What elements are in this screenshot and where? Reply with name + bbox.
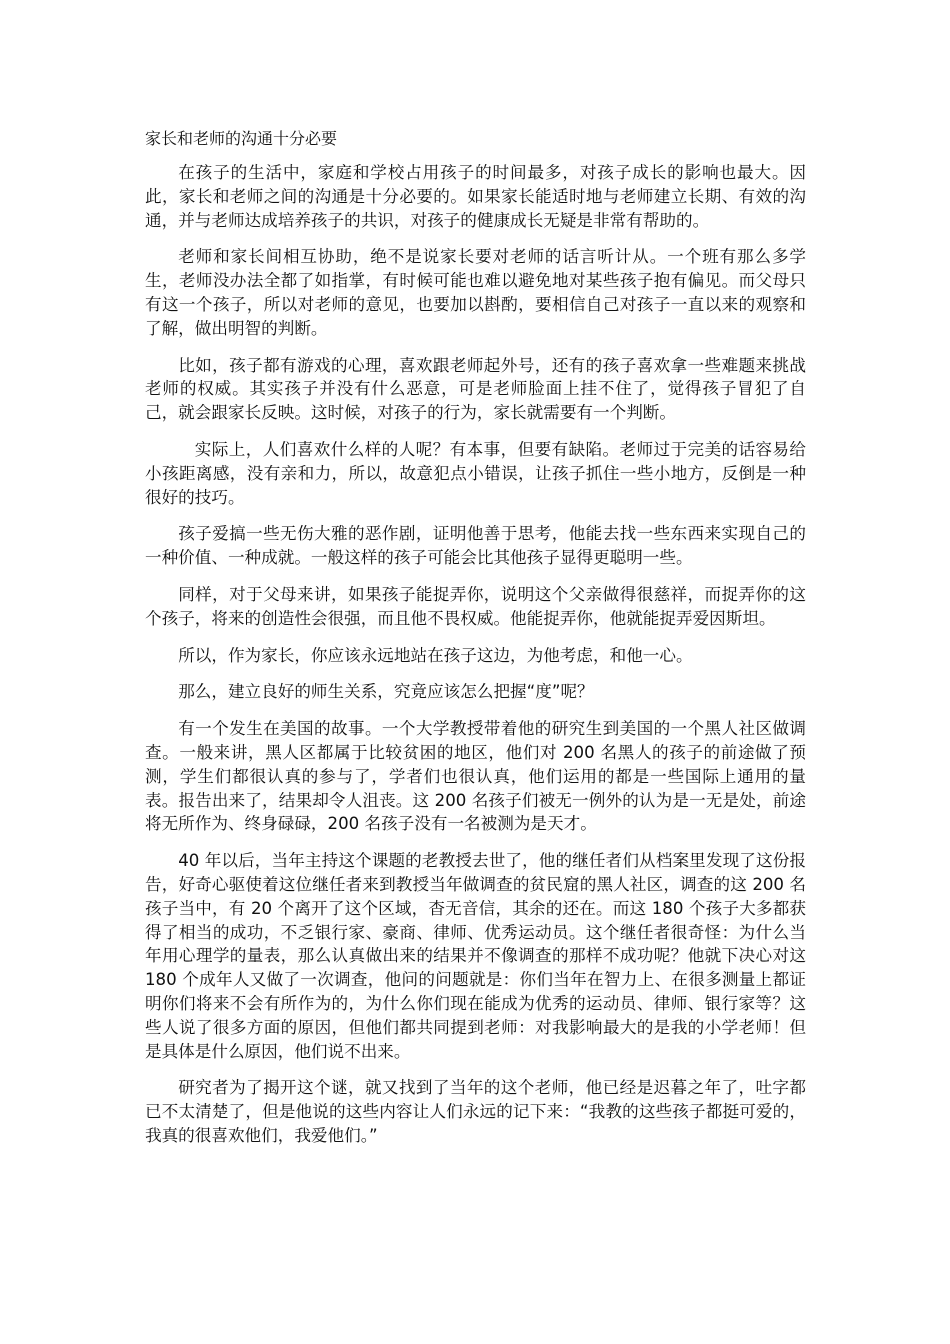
paragraph-4: 实际上，人们喜欢什么样的人呢？有本事，但要有缺陷。老师过于完美的话容易给小孩距离感，没有亲和力，所以，故意犯点小错误，让孩子抓住一些小地方，反倒是一种很好的技巧。 [145,439,806,507]
paragraph-8: 那么，建立良好的师生关系，究竟应该怎么把握“度”呢？ [178,682,594,702]
paragraph-7: 所以，作为家长，你应该永远地站在孩子这边，为他考虑，和他一心。 [178,645,693,665]
paragraph-6: 同样，对于父母来讲，如果孩子能捉弄你，说明这个父亲做得很慈祥，而捉弄你的这个孩子，将来的创造性会很强，而且他不畏权威。他能捉弄你，他就能捉弄爱因斯坦。 [145,584,806,628]
paragraph-9: 有一个发生在美国的故事。一个大学教授带着他的研究生到美国的一个黑人社区做调查。一般来讲，黑人区都属于比较贫困的地区，他们对 200 名黑人的孩子的前途做了预测，学生们都很认真的参与了，学者们也很认真，他们运用的都是一些国际上通用的量表。报告出来了，结果却令人沮丧。这 200 名孩子们被无一例外的认为是一无是处，前途将无所作为、终身碌碌，200 名孩子没有一名被测为是天才。 [145,719,806,834]
document-title: 家长和老师的沟通十分必要 [145,129,338,148]
document-page [145,126,806,1161]
paragraph-3: 比如，孩子都有游戏的心理，喜欢跟老师起外号，还有的孩子喜欢拿一些难题来挑战老师的权威。其实孩子并没有什么恶意，可是老师脸面上挂不住了，觉得孩子冒犯了自己，就会跟家长反映。这时候，对孩子的行为，家长就需要有一个判断。 [145,355,806,423]
paragraph-10: 40 年以后，当年主持这个课题的老教授去世了，他的继任者们从档案里发现了这份报告，好奇心驱使着这位继任者来到教授当年做调查的贫民窟的黑人社区，调查的这 200 名孩子当中，有 20 个离开了这个区域，杳无音信，其余的还在。而这 180 个孩子大多都获得了相当的成功，不乏银行家、豪商、律师、优秀运动员。这个继任者很奇怪：为什么当年用心理学的量表，那么认真做出来的结果并不像调查的那样不成功呢？他就下决心对这 180 个成年人又做了一次调查，他问的问题就是：你们当年在智力上、在很多测量上都证明你们将来不会有所作为的，为什么你们现在能成为优秀的运动员、律师、银行家等？这些人说了很多方面的原因，但他们都共同提到老师：对我影响最大的是我的小学老师！但是具体是什么原因，他们说不出来。 [145,851,806,1061]
paragraph-11: 研究者为了揭开这个谜，就又找到了当年的这个老师，他已经是迟暮之年了，吐字都已不太清楚了，但是他说的这些内容让人们永远的记下来：“我教的这些孩子都挺可爱的，我真的很喜欢他们，我爱他们。” [145,1078,806,1145]
paragraph-2: 老师和家长间相互协助，绝不是说家长要对老师的话言听计从。一个班有那么多学生，老师没办法全都了如指掌，有时候可能也难以避免地对某些孩子抱有偏见。而父母只有这一个孩子，所以对老师的意见，也要加以斟酌，要相信自己对孩子一直以来的观察和了解，做出明智的判断。 [145,247,806,338]
paragraph-1: 在孩子的生活中，家庭和学校占用孩子的时间最多，对孩子成长的影响也最大。因此，家长和老师之间的沟通是十分必要的。如果家长能适时地与老师建立长期、有效的沟通，并与老师达成培养孩子的共识，对孩子的健康成长无疑是非常有帮助的。 [145,163,806,230]
paragraph-5: 孩子爱搞一些无伤大雅的恶作剧，证明他善于思考，他能去找一些东西来实现自己的一种价值、一种成就。一般这样的孩子可能会比其他孩子显得更聪明一些。 [145,524,806,568]
